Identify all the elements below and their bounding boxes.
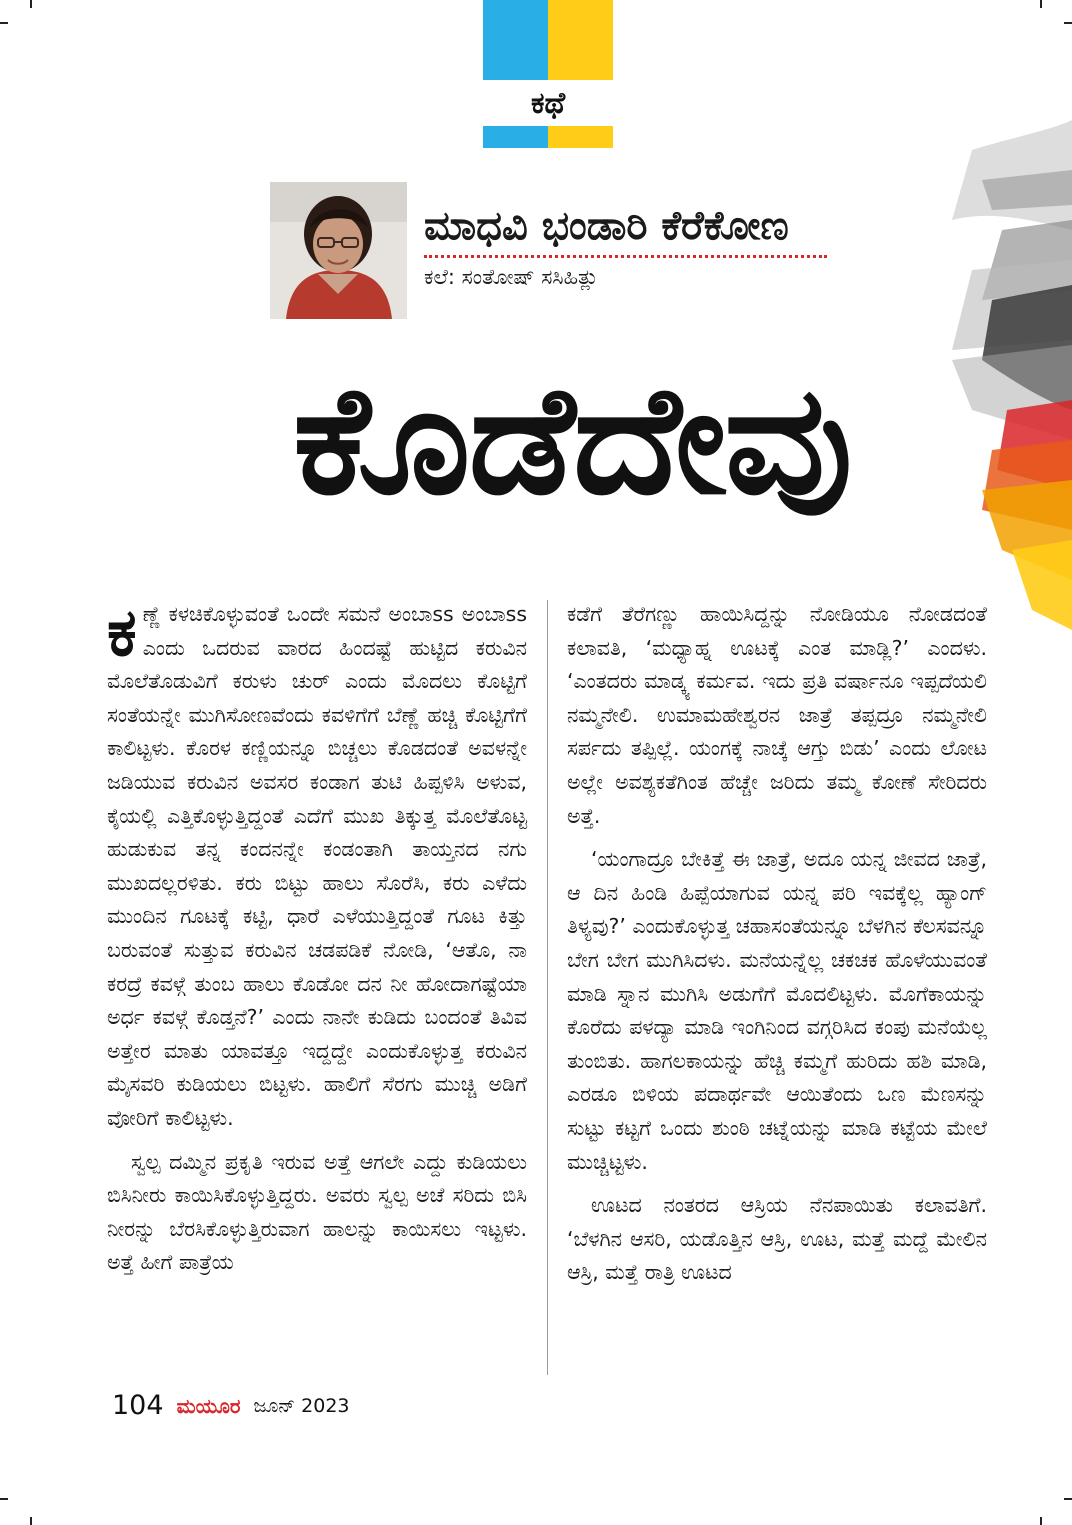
category-yellow-block	[548, 126, 613, 148]
crop-mark	[1040, 1517, 1042, 1525]
page-footer	[112, 1390, 350, 1434]
artist-credit: ಕಲೆ: ಸಂತೋಷ್ ಸಸಿಹಿತ್ಲು	[424, 265, 599, 289]
story-paragraph	[107, 594, 527, 1136]
brush-art-icon	[912, 110, 1072, 630]
magazine-name: ಮಯೂರ	[176, 1393, 241, 1418]
column-divider	[547, 600, 548, 1375]
author-portrait-icon	[270, 182, 407, 319]
category-blue-block	[483, 0, 548, 80]
crop-mark	[1040, 0, 1042, 8]
crop-mark	[1064, 22, 1072, 24]
story-column-left	[107, 594, 527, 1280]
crop-mark	[30, 0, 32, 8]
story-paragraph: ‘ಯಂಗಾದ್ರೂ ಬೇಕಿತ್ತೆ ಈ ಜಾತ್ರೆ, ಅದೂ ಯನ್ನ ಜೀವದ ಜಾತ್ರೆ, ಆ ದಿನ ಹಿಂಡಿ ಹಿಪ್ಪೆಯಾಗುವ ಯನ್ನ ಪರಿ ಇವಕ್ಕೆಲ್ಲ ಹ್ಯಾಂಗ್ ತಿಳ್ಯವು?’ ಎಂದುಕೊಳ್ಳುತ್ತ ಚಹಾಸಂತೆಯನ್ನೂ ಬೆಳಗಿನ ಕೆಲಸವನ್ನೂ ಬೇಗ ಬೇಗ ಮುಗಿಸಿದಳು. ಮನೆಯನ್ನೆಲ್ಲ ಚಕಚಕ ಹೊಳೆಯುವಂತೆ ಮಾಡಿ ಸ್ನಾನ ಮುಗಿಸಿ ಅಡುಗೆಗೆ ಮೊದಲಿಟ್ಟಳು. ಮೊಗೆಕಾಯನ್ನು ಕೊರೆದು ಪಳದ್ಯಾ ಮಾಡಿ ಇಂಗಿನಿಂದ ವಗ್ಗರಿಸಿದ ಕಂಪು ಮನೆಯೆಲ್ಲ ತುಂಬಿತು. ಹಾಗಲಕಾಯನ್ನು ಹೆಚ್ಚಿ ಕಮ್ಮಗೆ ಹುರಿದು ಹಶಿ ಮಾಡಿ, ಎರಡೂ ಬಿಳಿಯ ಪದಾರ್ಥವೇ ಆಯಿತೆಂದು ಒಣ ಮೆಣಸನ್ನು ಸುಟ್ಟು ಕಟ್ಟಗೆ ಒಂದು ಶುಂಠಿ ಚಟ್ನೆಯನ್ನು ಮಾಡಿ ಕಟ್ಟೆಯ ಮೇಲೆ ಮುಚ್ಚಿಟ್ಟಳು.	[567, 847, 987, 1174]
crop-mark	[1064, 1498, 1072, 1500]
story-column-right	[567, 598, 987, 1290]
story-paragraph: ಸ್ವಲ್ಪ ದಮ್ಮಿನ ಪ್ರಕೃತಿ ಇರುವ ಅತ್ತೆ ಆಗಲೇ ಎದ್ದು ಕುಡಿಯಲು ಬಿಸಿನೀರು ಕಾಯಿಸಿಕೊಳ್ಳುತ್ತಿದ್ದರು. ಅವರು ಸ್ವಲ್ಪ ಅಚೆ ಸರಿದು ಬಿಸಿ ನೀರನ್ನು ಬೆರಸಿಕೊಳ್ಳುತ್ತಿರುವಾಗ ಹಾಲನ್ನು ಕಾಯಿಸಲು ಇಟ್ಟಳು. ಅತ್ತೆ ಹೀಗೆ ಪಾತ್ರೆಯ	[107, 1149, 527, 1275]
category-yellow-block	[548, 0, 613, 80]
story-paragraph: ಕಡೆಗೆ ತೆರೆಗಣ್ಣು ಹಾಯಿಸಿದ್ದನ್ನು ನೋಡಿಯೂ ನೋಡದಂತೆ ಕಲಾವತಿ, ‘ಮಧ್ಯಾಹ್ನ ಊಟಕ್ಕೆ ಎಂತ ಮಾಡ್ಲಿ?’ ಎಂದಳು. ‘ಎಂತದರು ಮಾಡ್ಕ್ಯ ಕರ್ಮವ. ಇದು ಪ್ರತಿ ವರ್ಷಾನೂ ಇಪ್ಪದೆಯಲಿ ನಮ್ಮನೇಲಿ. ಉಮಾಮಹೇಶ್ವರನ ಜಾತ್ರೆ ತಪ್ಪದ್ರೂ ನಮ್ಮನೇಲಿ ಸರ್ಪದು ತಪ್ಪಿಲ್ಲೆ. ಯಂಗಕ್ಕೆ ನಾಚ್ಕೆ ಆಗ್ತು ಬಿಡು’ ಎಂದು ಲೋಟ ಅಲ್ಲೇ ಅವಶ್ಯಕತೆಗಿಂತ ಹೆಚ್ಚೇ ಜರಿದು ತಮ್ಮ ಕೋಣೆ ಸೇರಿದರು ಅತ್ತೆ.	[567, 602, 987, 828]
page-number: 104	[112, 1390, 164, 1421]
category-bar-top	[483, 0, 613, 80]
paragraph-text: ಣ್ಣೆ ಕಳಚಿಕೊಳ್ಳುವಂತೆ ಒಂದೇ ಸಮನೆ ಅಂಬಾss ಅಂಬಾss ಎಂದು ಒದರುವ ವಾರದ ಹಿಂದಷ್ಟೆ ಹುಟ್ಟಿದ ಕರುವಿನ ಮೊಲೆತೊಡುವಿಗೆ ಕರುಳು ಚುರ್ ಎಂದು ಮೊದಲು ಕೊಟ್ಟಿಗೆ ಸಂತೆಯನ್ನೇ ಮುಗಿಸೋಣವೆಂದು ಕವಳಿಗೆಗೆ ಬೆಣ್ಣೆ ಹಚ್ಚಿ ಕೊಟ್ಟಿಗೆಗೆ ಕಾಲಿಟ್ಟಳು. ಕೊರಳ ಕಣ್ಣಿಯನ್ನೂ ಬಿಚ್ಚಲು ಕೊಡದಂತೆ ಅವಳನ್ನೇ ಜಡಿಯುವ ಕರುವಿನ ಅವಸರ ಕಂಡಾಗ ತುಟಿ ಹಿಪ್ಪಳಿಸಿ ಅಳುವ, ಕೈಯಲ್ಲಿ ಎತ್ತಿಕೊಳ್ಳುತ್ತಿದ್ದಂತೆ ಎದೆಗೆ ಮುಖ ತಿಕ್ಕುತ್ತ ಮೊಲೆತೊಟ್ಟ ಹುಡುಕುವ ತನ್ನ ಕಂದನನ್ನೇ ಕಂಡಂತಾಗಿ ತಾಯ್ತನದ ನಗು ಮುಖದಲ್ಲರಳಿತು. ಕರು ಬಿಟ್ಟು ಹಾಲು ಸೊರೆಸಿ, ಕರು ಎಳೆದು ಮುಂದಿನ ಗೂಟಕ್ಕೆ ಕಟ್ಟಿ, ಧಾರೆ ಎಳೆಯುತ್ತಿದ್ದಂತೆ ಗೂಟ ಕಿತ್ತು ಬರುವಂತೆ ಸುತ್ತುವ ಕರುವಿನ ಚಡಪಡಿಕೆ ನೋಡಿ, ‘ಆತೊ, ನಾ ಕರದ್ರೆ ಕವಳ್ಗೆ ತುಂಬ ಹಾಲು ಕೊಡೋ ದನ ನೀ ಹೋದಾಗಷ್ಟೆಯಾ ಅರ್ಧ ಕವಳ್ಗೆ ಕೊಡ್ತನೆ?’ ಎಂದು ನಾನೇ ಕುಡಿದು ಬಂದಂತೆ ತಿವಿವ ಅತ್ತೇರ ಮಾತು ಯಾವತ್ತೂ ಇದ್ದದ್ದೇ ಎಂದುಕೊಳ್ಳುತ್ತ ಕರುವಿನ ಮೈಸವರಿ ಕುಡಿಯಲು ಬಿಟ್ಟಳು. ಹಾಲಿಗೆ ಸೆರಗು ಮುಚ್ಚಿ ಅಡಿಗೆ ವೋರಿಗೆ ಕಾಲಿಟ್ಟಳು.	[107, 602, 527, 1130]
issue-date: ಜೂನ್ 2023	[253, 1394, 350, 1417]
category-label: ಕಥೆ	[530, 86, 566, 121]
story-paragraph: ಊಟದ ನಂತರದ ಆಸ್ರಿಯ ನೆನಪಾಯಿತು ಕಲಾವತಿಗೆ. ‘ಬೆಳಗಿನ ಆಸರಿ, ಯಡೊತ್ತಿನ ಆಸ್ರಿ, ಊಟ, ಮತ್ತೆ ಮದ್ದೆ ಮೇಲಿನ ಆಸ್ರಿ, ಮತ್ತೆ ರಾತ್ರಿ ಊಟದ	[567, 1193, 987, 1285]
crop-mark	[0, 1498, 8, 1500]
author-divider	[424, 255, 827, 258]
drop-cap: ಕ	[107, 594, 137, 671]
category-bar-bottom	[483, 126, 613, 148]
story-title: ಕೊಡೆದೇವು	[292, 352, 851, 528]
category-blue-block	[483, 126, 548, 148]
crop-mark	[30, 1517, 32, 1525]
crop-mark	[0, 22, 8, 24]
author-name: ಮಾಧವಿ ಭಂಡಾರಿ ಕೆರೆಕೋಣ	[424, 203, 789, 249]
